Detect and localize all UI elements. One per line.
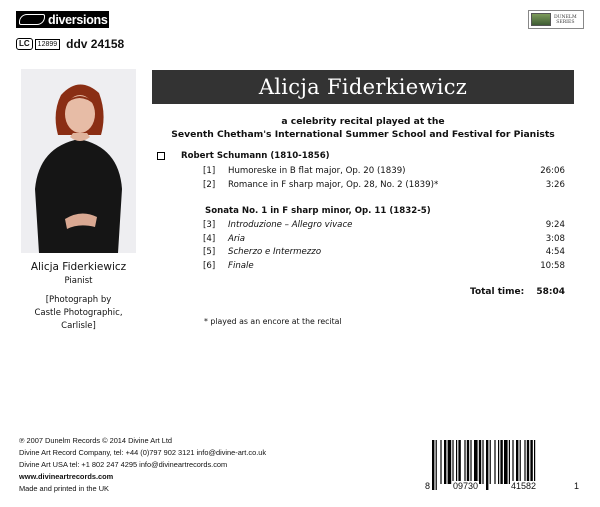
track-title: Introduzione – Allegro vivace [228,220,353,230]
track-duration: 3:08 [545,234,565,244]
total-time-label: Total time: [470,287,525,297]
barcode-bar [444,440,446,484]
barcode-icon [424,440,581,495]
subtitle-line-1: a celebrity recital played at the [281,116,445,127]
total-time-value: 58:04 [536,287,565,297]
catalogue-number: ddv 24158 [66,37,125,51]
copyright-line: ℗ 2007 Dunelm Records © 2014 Divine Art Ltd [19,436,173,445]
track-number: [2] [203,180,216,190]
barcode-bar [530,440,532,484]
photo-credit-text: [Photograph by Castle Photographic, Carlisle] [34,295,123,331]
website-line: www.divineartrecords.com [19,472,114,481]
pianist-portrait-icon [21,69,136,253]
barcode-bar [490,440,491,484]
track-duration: 9:24 [545,220,565,230]
uk-contact-line: Divine Art Record Company, tel: +44 (0)797 902 3121 info@divine-art.co.uk [19,448,267,457]
barcode-bar [467,440,469,484]
footnote: * played as an encore at the recital [204,317,342,326]
track-number: [4] [203,234,216,244]
barcode-bar [470,440,471,484]
photo-credit [15,294,142,333]
dunelm-series-badge [528,10,584,29]
title-bar [152,70,574,104]
barcode-digits-left: 09730 [453,481,479,491]
track-duration: 3:26 [545,180,565,190]
barcode-bar [458,440,460,484]
lc-label: LC [16,38,33,50]
barcode-bar [436,440,437,490]
barcode-bar [509,440,510,484]
barcode-bar [498,440,499,484]
track-title: Scherzo e Intermezzo [228,247,322,257]
track-duration: 26:06 [540,166,565,176]
barcode-bar [452,440,453,484]
barcode-bar [504,440,508,484]
barcode-bar [440,440,441,484]
made-in-line: Made and printed in the UK [19,484,109,493]
track-duration: 4:54 [545,247,565,257]
lc-number: 12899 [35,39,60,50]
track-number: [5] [203,247,216,257]
pianist-photo [21,69,136,253]
track-number: [6] [203,261,216,271]
dunelm-label: DUNELM SERIES [554,14,577,25]
track-title: Aria [228,234,246,244]
diversions-logo [16,11,109,28]
track-title: Finale [228,261,254,271]
track-title: Humoreske in B flat major, Op. 20 (1839) [228,166,406,176]
barcode-bar [479,440,481,484]
subtitle-line-2: Seventh Chetham's International Summer School and Festival for Pianists [171,129,555,140]
logo-text: diversions [48,12,108,27]
track-number: [1] [203,166,216,176]
barcode-bar [500,440,502,484]
barcode-bar [482,440,483,484]
barcode-bar [527,440,529,484]
barcode-bar [494,440,495,484]
track-title: Romance in F sharp major, Op. 28, No. 2 (1839)* [228,180,439,190]
barcode-bar [456,440,457,484]
lc-code [16,38,60,50]
barcode-digits-right: 41582 [511,481,537,491]
track-duration: 10:58 [540,261,565,271]
composer-heading: Robert Schumann (1810-1856) [181,151,330,161]
barcode-bar [486,440,488,490]
sonata-heading: Sonata No. 1 in F sharp minor, Op. 11 (1832-5) [205,206,431,216]
track-number: [3] [203,220,216,230]
barcode-digit-last: 1 [574,481,580,491]
barcode-bar [520,440,521,484]
photo-caption-role: Pianist [64,276,93,286]
album-title: Alicja Fiderkiewicz [258,75,468,99]
barcode-bar [464,440,465,484]
barcode-bar [524,440,525,484]
catalogue-line [16,37,124,51]
usa-contact-line: Divine Art USA tel: +1 802 247 4295 info@divineartrecords.com [19,460,228,469]
dunelm-picture-icon [531,13,551,26]
barcode-bar [516,440,518,484]
barcode-bar [448,440,452,484]
checkbox-bullet-icon [157,152,165,160]
photo-caption-name: Alicja Fiderkiewicz [30,261,127,273]
barcode-bar [432,440,434,490]
barcode-bar [474,440,478,484]
logo-mark-icon [19,14,45,25]
barcode-digit-first: 8 [425,481,431,491]
barcode-bar [512,440,513,484]
